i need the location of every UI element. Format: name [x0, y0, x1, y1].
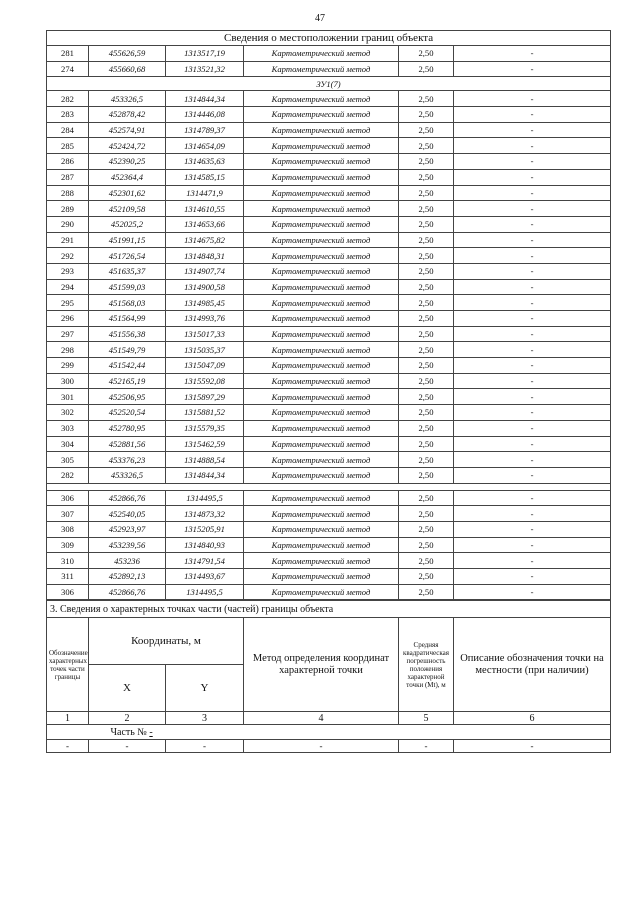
table-row	[47, 46, 611, 62]
table-row	[47, 248, 611, 264]
method: Картометрический метод	[244, 61, 399, 77]
method: Картометрический метод	[244, 138, 399, 154]
accuracy: 2,50	[399, 358, 454, 374]
method: Картометрический метод	[244, 216, 399, 232]
table-row	[47, 61, 611, 77]
x-coordinate: 452866,76	[89, 584, 166, 600]
dash-cell: -	[89, 740, 166, 753]
method: Картометрический метод	[244, 373, 399, 389]
y-coordinate: 1314585,15	[166, 169, 244, 185]
y-coordinate: 1314873,32	[166, 506, 244, 522]
dash-cell: -	[244, 740, 399, 753]
y-coordinate: 1314907,74	[166, 263, 244, 279]
y-coordinate: 1315047,09	[166, 358, 244, 374]
y-coordinate: 1313517,19	[166, 46, 244, 62]
accuracy: 2,50	[399, 420, 454, 436]
col-number: 4	[244, 712, 399, 725]
col-desc-header: Описание обозначения точки на местности (при наличии)	[454, 618, 611, 712]
y-coordinate: 1314789,37	[166, 122, 244, 138]
x-coordinate: 451635,37	[89, 263, 166, 279]
description: -	[454, 405, 611, 421]
x-coordinate: 451991,15	[89, 232, 166, 248]
table-row	[47, 326, 611, 342]
col-number: 2	[89, 712, 166, 725]
table-row	[47, 467, 611, 483]
col-point-header: Обозначение характерных точек части границы	[47, 618, 89, 712]
point-number: 304	[47, 436, 89, 452]
boundary-points-table	[46, 30, 611, 600]
table-row	[47, 295, 611, 311]
accuracy: 2,50	[399, 436, 454, 452]
accuracy: 2,50	[399, 138, 454, 154]
point-number: 282	[47, 467, 89, 483]
table-row	[47, 358, 611, 374]
y-coordinate: 1314848,31	[166, 248, 244, 264]
col-method-header: Метод определения координат характерной точки	[244, 618, 399, 712]
parcel-subheader: ЗУ1(7)	[47, 77, 611, 91]
description: -	[454, 467, 611, 483]
y-coordinate: 1314985,45	[166, 295, 244, 311]
point-number: 308	[47, 521, 89, 537]
accuracy: 2,50	[399, 405, 454, 421]
table-row	[47, 405, 611, 421]
method: Картометрический метод	[244, 584, 399, 600]
table-row	[47, 553, 611, 569]
table-row	[47, 569, 611, 585]
x-coordinate: 451599,03	[89, 279, 166, 295]
x-coordinate: 453326,5	[89, 467, 166, 483]
table-row	[47, 389, 611, 405]
part-label: Часть №	[110, 726, 147, 738]
accuracy: 2,50	[399, 342, 454, 358]
x-coordinate: 453236	[89, 553, 166, 569]
description: -	[454, 122, 611, 138]
method: Картометрический метод	[244, 154, 399, 170]
point-number: 287	[47, 169, 89, 185]
accuracy: 2,50	[399, 216, 454, 232]
table-row	[47, 185, 611, 201]
accuracy: 2,50	[399, 584, 454, 600]
table-row	[47, 279, 611, 295]
accuracy: 2,50	[399, 326, 454, 342]
point-number: 292	[47, 248, 89, 264]
description: -	[454, 263, 611, 279]
accuracy: 2,50	[399, 506, 454, 522]
description: -	[454, 389, 611, 405]
x-coordinate: 452301,62	[89, 185, 166, 201]
point-number: 299	[47, 358, 89, 374]
table-row	[47, 263, 611, 279]
x-coordinate: 455660,68	[89, 61, 166, 77]
y-coordinate: 1313521,32	[166, 61, 244, 77]
col-number: 5	[399, 712, 454, 725]
x-coordinate: 452165,19	[89, 373, 166, 389]
y-coordinate: 1314610,55	[166, 201, 244, 217]
method: Картометрический метод	[244, 420, 399, 436]
description: -	[454, 138, 611, 154]
point-number: 289	[47, 201, 89, 217]
point-number: 310	[47, 553, 89, 569]
y-coordinate: 1315462,59	[166, 436, 244, 452]
point-number: 283	[47, 107, 89, 123]
accuracy: 2,50	[399, 569, 454, 585]
section3-table	[46, 600, 611, 753]
table-row	[47, 216, 611, 232]
accuracy: 2,50	[399, 122, 454, 138]
dash-cell: -	[47, 740, 89, 753]
description: -	[454, 569, 611, 585]
table-row	[47, 521, 611, 537]
x-coordinate: 453326,5	[89, 91, 166, 107]
col-number: 3	[166, 712, 244, 725]
table-row	[47, 537, 611, 553]
y-coordinate: 1314900,58	[166, 279, 244, 295]
description: -	[454, 216, 611, 232]
accuracy: 2,50	[399, 248, 454, 264]
description: -	[454, 169, 611, 185]
accuracy: 2,50	[399, 61, 454, 77]
point-number: 284	[47, 122, 89, 138]
accuracy: 2,50	[399, 553, 454, 569]
table-row	[47, 232, 611, 248]
accuracy: 2,50	[399, 467, 454, 483]
description: -	[454, 248, 611, 264]
table-row	[47, 342, 611, 358]
x-coordinate: 451726,54	[89, 248, 166, 264]
accuracy: 2,50	[399, 490, 454, 506]
accuracy: 2,50	[399, 232, 454, 248]
x-coordinate: 455626,59	[89, 46, 166, 62]
accuracy: 2,50	[399, 201, 454, 217]
accuracy: 2,50	[399, 46, 454, 62]
y-coordinate: 1314635,63	[166, 154, 244, 170]
method: Картометрический метод	[244, 389, 399, 405]
point-number: 274	[47, 61, 89, 77]
y-coordinate: 1314495,5	[166, 490, 244, 506]
description: -	[454, 154, 611, 170]
table-row	[47, 138, 611, 154]
table-row	[47, 107, 611, 123]
table-row	[47, 584, 611, 600]
accuracy: 2,50	[399, 169, 454, 185]
point-number: 294	[47, 279, 89, 295]
method: Картометрический метод	[244, 342, 399, 358]
description: -	[454, 452, 611, 468]
point-number: 298	[47, 342, 89, 358]
point-number: 302	[47, 405, 89, 421]
description: -	[454, 311, 611, 327]
point-number: 307	[47, 506, 89, 522]
method: Картометрический метод	[244, 358, 399, 374]
table-row	[47, 436, 611, 452]
point-number: 311	[47, 569, 89, 585]
description: -	[454, 326, 611, 342]
accuracy: 2,50	[399, 185, 454, 201]
table-row	[47, 490, 611, 506]
point-number: 291	[47, 232, 89, 248]
description: -	[454, 232, 611, 248]
x-coordinate: 452780,95	[89, 420, 166, 436]
x-coordinate: 453239,56	[89, 537, 166, 553]
table-row	[47, 420, 611, 436]
y-coordinate: 1315881,52	[166, 405, 244, 421]
x-coordinate: 452424,72	[89, 138, 166, 154]
dash-cell: -	[399, 740, 454, 753]
part-value: -	[149, 726, 153, 738]
accuracy: 2,50	[399, 263, 454, 279]
method: Картометрический метод	[244, 326, 399, 342]
table-row	[47, 506, 611, 522]
x-coordinate: 453376,23	[89, 452, 166, 468]
method: Картометрический метод	[244, 521, 399, 537]
y-coordinate: 1314844,34	[166, 467, 244, 483]
description: -	[454, 295, 611, 311]
accuracy: 2,50	[399, 389, 454, 405]
table-row	[47, 122, 611, 138]
method: Картометрический метод	[244, 553, 399, 569]
x-coordinate: 451568,03	[89, 295, 166, 311]
point-number: 293	[47, 263, 89, 279]
accuracy: 2,50	[399, 373, 454, 389]
accuracy: 2,50	[399, 311, 454, 327]
method: Картометрический метод	[244, 263, 399, 279]
point-number: 306	[47, 584, 89, 600]
description: -	[454, 61, 611, 77]
point-number: 306	[47, 490, 89, 506]
y-coordinate: 1314675,82	[166, 232, 244, 248]
method: Картометрический метод	[244, 295, 399, 311]
y-coordinate: 1314495,5	[166, 584, 244, 600]
y-coordinate: 1315897,29	[166, 389, 244, 405]
y-coordinate: 1314654,09	[166, 138, 244, 154]
page-number: 47	[315, 13, 325, 24]
y-coordinate: 1314840,93	[166, 537, 244, 553]
y-coordinate: 1315017,33	[166, 326, 244, 342]
description: -	[454, 185, 611, 201]
x-coordinate: 452506,95	[89, 389, 166, 405]
description: -	[454, 91, 611, 107]
y-coordinate: 1314653,66	[166, 216, 244, 232]
method: Картометрический метод	[244, 436, 399, 452]
method: Картометрический метод	[244, 452, 399, 468]
table-title: Сведения о местоположении границ объекта	[47, 31, 611, 46]
x-coordinate: 451556,38	[89, 326, 166, 342]
x-coordinate: 452364,4	[89, 169, 166, 185]
table-row	[47, 169, 611, 185]
method: Картометрический метод	[244, 232, 399, 248]
method: Картометрический метод	[244, 279, 399, 295]
method: Картометрический метод	[244, 490, 399, 506]
table-row	[47, 311, 611, 327]
y-coordinate: 1314471,9	[166, 185, 244, 201]
description: -	[454, 420, 611, 436]
point-number: 285	[47, 138, 89, 154]
accuracy: 2,50	[399, 452, 454, 468]
description: -	[454, 342, 611, 358]
y-coordinate: 1315035,37	[166, 342, 244, 358]
y-coordinate: 1314791,54	[166, 553, 244, 569]
col-error-header: Средняя квадратическая погрешность положения характерной точки (Mt), м	[399, 618, 454, 712]
col-coords-header: Координаты, м	[89, 618, 244, 665]
accuracy: 2,50	[399, 295, 454, 311]
boundary-table-sheet	[46, 30, 610, 753]
point-number: 286	[47, 154, 89, 170]
accuracy: 2,50	[399, 154, 454, 170]
accuracy: 2,50	[399, 521, 454, 537]
x-coordinate: 452878,42	[89, 107, 166, 123]
col-y-header: Y	[166, 665, 244, 712]
separator-row	[47, 483, 611, 490]
description: -	[454, 490, 611, 506]
method: Картометрический метод	[244, 506, 399, 522]
point-number: 305	[47, 452, 89, 468]
description: -	[454, 537, 611, 553]
method: Картометрический метод	[244, 248, 399, 264]
x-coordinate: 452390,25	[89, 154, 166, 170]
method: Картометрический метод	[244, 201, 399, 217]
table-row	[47, 154, 611, 170]
table-row	[47, 91, 611, 107]
section3-title: 3. Сведения о характерных точках части (частей) границы объекта	[47, 601, 611, 618]
accuracy: 2,50	[399, 107, 454, 123]
x-coordinate: 452881,56	[89, 436, 166, 452]
method: Картометрический метод	[244, 185, 399, 201]
description: -	[454, 201, 611, 217]
col-x-header: X	[89, 665, 166, 712]
y-coordinate: 1315592,08	[166, 373, 244, 389]
x-coordinate: 452866,76	[89, 490, 166, 506]
x-coordinate: 452540,05	[89, 506, 166, 522]
point-number: 301	[47, 389, 89, 405]
description: -	[454, 279, 611, 295]
accuracy: 2,50	[399, 91, 454, 107]
y-coordinate: 1315205,91	[166, 521, 244, 537]
y-coordinate: 1314446,08	[166, 107, 244, 123]
dash-cell: -	[454, 740, 611, 753]
point-number: 288	[47, 185, 89, 201]
x-coordinate: 452923,97	[89, 521, 166, 537]
dash-cell: -	[166, 740, 244, 753]
description: -	[454, 46, 611, 62]
table-row	[47, 201, 611, 217]
description: -	[454, 584, 611, 600]
point-number: 282	[47, 91, 89, 107]
y-coordinate: 1314993,76	[166, 311, 244, 327]
point-number: 281	[47, 46, 89, 62]
method: Картометрический метод	[244, 311, 399, 327]
point-number: 300	[47, 373, 89, 389]
x-coordinate: 451542,44	[89, 358, 166, 374]
method: Картометрический метод	[244, 569, 399, 585]
description: -	[454, 506, 611, 522]
x-coordinate: 452520,54	[89, 405, 166, 421]
y-coordinate: 1314888,54	[166, 452, 244, 468]
x-coordinate: 452025,2	[89, 216, 166, 232]
x-coordinate: 452109,58	[89, 201, 166, 217]
method: Картометрический метод	[244, 46, 399, 62]
description: -	[454, 521, 611, 537]
method: Картометрический метод	[244, 467, 399, 483]
point-number: 290	[47, 216, 89, 232]
accuracy: 2,50	[399, 537, 454, 553]
table-row	[47, 373, 611, 389]
col-number: 6	[454, 712, 611, 725]
description: -	[454, 107, 611, 123]
method: Картометрический метод	[244, 107, 399, 123]
point-number: 309	[47, 537, 89, 553]
x-coordinate: 451564,99	[89, 311, 166, 327]
x-coordinate: 451549,79	[89, 342, 166, 358]
y-coordinate: 1315579,35	[166, 420, 244, 436]
point-number: 303	[47, 420, 89, 436]
description: -	[454, 358, 611, 374]
table-row	[47, 452, 611, 468]
x-coordinate: 452892,13	[89, 569, 166, 585]
point-number: 295	[47, 295, 89, 311]
method: Картометрический метод	[244, 91, 399, 107]
description: -	[454, 373, 611, 389]
point-number: 297	[47, 326, 89, 342]
description: -	[454, 436, 611, 452]
method: Картометрический метод	[244, 405, 399, 421]
method: Картометрический метод	[244, 169, 399, 185]
method: Картометрический метод	[244, 537, 399, 553]
accuracy: 2,50	[399, 279, 454, 295]
description: -	[454, 553, 611, 569]
method: Картометрический метод	[244, 122, 399, 138]
x-coordinate: 452574,91	[89, 122, 166, 138]
y-coordinate: 1314844,34	[166, 91, 244, 107]
y-coordinate: 1314493,67	[166, 569, 244, 585]
col-number: 1	[47, 712, 89, 725]
point-number: 296	[47, 311, 89, 327]
